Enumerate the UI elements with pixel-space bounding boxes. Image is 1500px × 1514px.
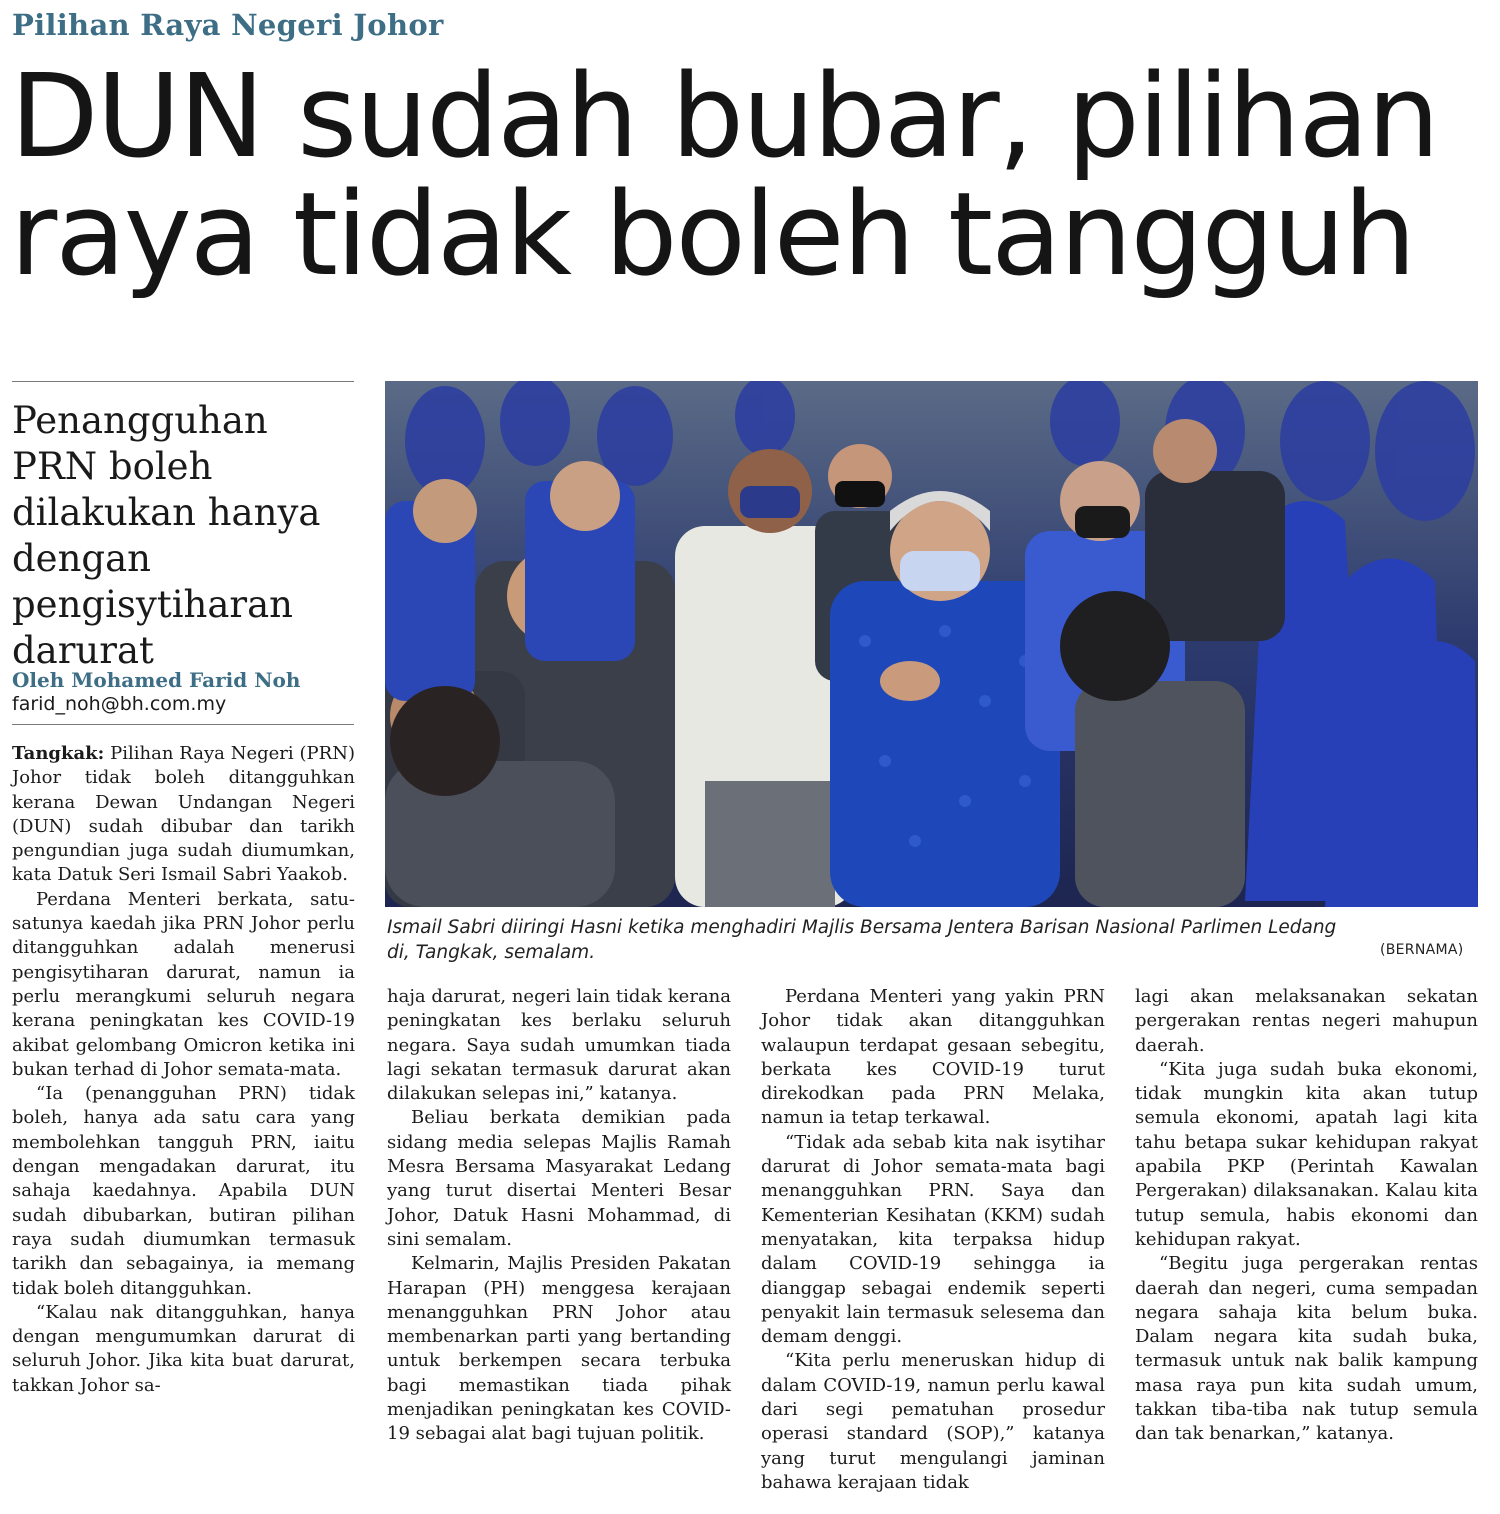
body-column-3 — [761, 985, 1105, 1495]
subheadline: Penangguhan PRN boleh dilakukan hanya dengan pengisytiharan darurat — [12, 399, 321, 672]
body-column-4 — [1135, 985, 1478, 1447]
paragraph: “Kita perlu meneruskan hidup di dalam COVID-19, namun perlu kawal dari segi pematuhan prosedur operasi standard (SOP),” katanya yang turut mengulangi jaminan bahawa kerajaan tidak — [761, 1350, 1105, 1493]
headline-line-2: raya tidak boleh tangguh — [10, 168, 1415, 302]
byline-bottom-rule — [12, 724, 354, 725]
body-column-2 — [387, 985, 731, 1447]
photo-caption-line-1: Ismail Sabri diiringi Hasni ketika menghadiri Majlis Bersama Jentera Barisan Nasional Parlimen Ledang — [387, 917, 1337, 938]
paragraph: Beliau berkata demikian pada sidang media selepas Majlis Ramah Mesra Bersama Masyarakat Ledang yang turut disertai Menteri Besar Johor, Datuk Hasni Mohammad, di sini semalam. — [387, 1107, 731, 1250]
paragraph: haja darurat, negeri lain tidak kerana peningkatan kes berlaku seluruh negara. Saya sudah umumkan tiada lagi sekatan termasuk darurat akan dilakukan selepas ini,” katanya. — [387, 986, 731, 1105]
headline — [10, 50, 1490, 302]
dateline: Tangkak: — [12, 743, 105, 764]
paragraph: lagi akan melaksanakan sekatan pergerakan rentas negeri mahupun daerah. — [1135, 986, 1478, 1056]
paragraph: “Begitu juga pergerakan rentas daerah dan negeri, cuma sempadan negara sahaja kita belum buka. Dalam negara kita sudah buka, termasuk untuk nak balik kampung masa raya pun kita sudah umum, takkan tiba-tiba nak tutup semula dan tak benarkan,” katanya. — [1135, 1253, 1478, 1445]
photo-caption — [387, 915, 1387, 965]
author-email: farid_noh@bh.com.my — [12, 693, 227, 715]
subhead-top-rule — [12, 381, 354, 382]
news-photo — [385, 381, 1478, 907]
paragraph: Perdana Menteri yang yakin PRN Johor tidak akan ditangguhkan walaupun terdapat gesaan sebegitu, berkata kes COVID-19 turut direkodkan pada PRN Melaka, namun ia tetap terkawal. — [761, 986, 1105, 1129]
paragraph: “Kalau nak ditangguhkan, hanya dengan mengumumkan darurat di seluruh Johor. Jika kita buat darurat, takkan Johor sa- — [12, 1301, 355, 1396]
paragraph: “Ia (penangguhan PRN) tidak boleh, hanya ada satu cara yang membolehkan tangguh PRN, iaitu dengan mengadakan darurat, itu sahaja kaedahnya. Apabila DUN sudah dibubarkan, butiran pilihan raya sudah diumumkan termasuk tarikh dan sebagainya, ia memang tidak boleh ditangguhkan. — [12, 1083, 355, 1299]
photo-credit: (BERNAMA) — [1380, 942, 1464, 958]
paragraph — [12, 742, 355, 888]
byline: Oleh Mohamed Farid Noh — [12, 668, 301, 692]
section-kicker: Pilihan Raya Negeri Johor — [12, 8, 444, 42]
photo-caption-line-2: di, Tangkak, semalam. — [387, 942, 596, 963]
paragraph: “Kita juga sudah buka ekonomi, tidak mungkin kita akan tutup semula ekonomi, apatah lagi kita tahu betapa sukar kehidupan rakyat apabila PKP (Perintah Kawalan Pergerakan) dilaksanakan. Kalau kita tutup semula, habis ekonomi dan kehidupan rakyat. — [1135, 1058, 1478, 1250]
paragraph: “Tidak ada sebab kita nak isytihar darurat di Johor semata-mata bagi menangguhkan PRN. Saya dan Kementerian Kesihatan (KKM) sudah menyatakan, kita terpaksa hidup dalam COVID-19 sehingga ia dianggap sebagai endemik seperti penyakit lain termasuk selesema dan demam denggi. — [761, 1131, 1105, 1348]
paragraph-text: Pilihan Raya Negeri (PRN) Johor tidak boleh ditangguhkan kerana Dewan Undangan Negeri (DUN) sudah dibubar dan tarikh pengundian juga sudah diumumkan, kata Datuk Seri Ismail Sabri Yaakob. — [12, 743, 355, 886]
headline-line-1: DUN sudah bubar, pilihan — [10, 50, 1438, 184]
paragraph: Kelmarin, Majlis Presiden Pakatan Harapan (PH) menggesa kerajaan menangguhkan PRN Johor atau membenarkan parti yang bertanding untuk berkempen secara terbuka bagi memastikan tiada pihak menjadikan peningkatan kes COVID-19 sebagai alat bagi tujuan politik. — [387, 1253, 731, 1445]
body-column-1 — [12, 742, 355, 1398]
paragraph: Perdana Menteri berkata, satu-satunya kaedah jika PRN Johor perlu ditangguhkan adalah menerusi pengisytiharan darurat, namun ia perlu merangkumi seluruh negara kerana peningkatan kes COVID-19 akibat gelombang Omicron ketika ini bukan terhad di Johor semata-mata. — [12, 888, 355, 1080]
